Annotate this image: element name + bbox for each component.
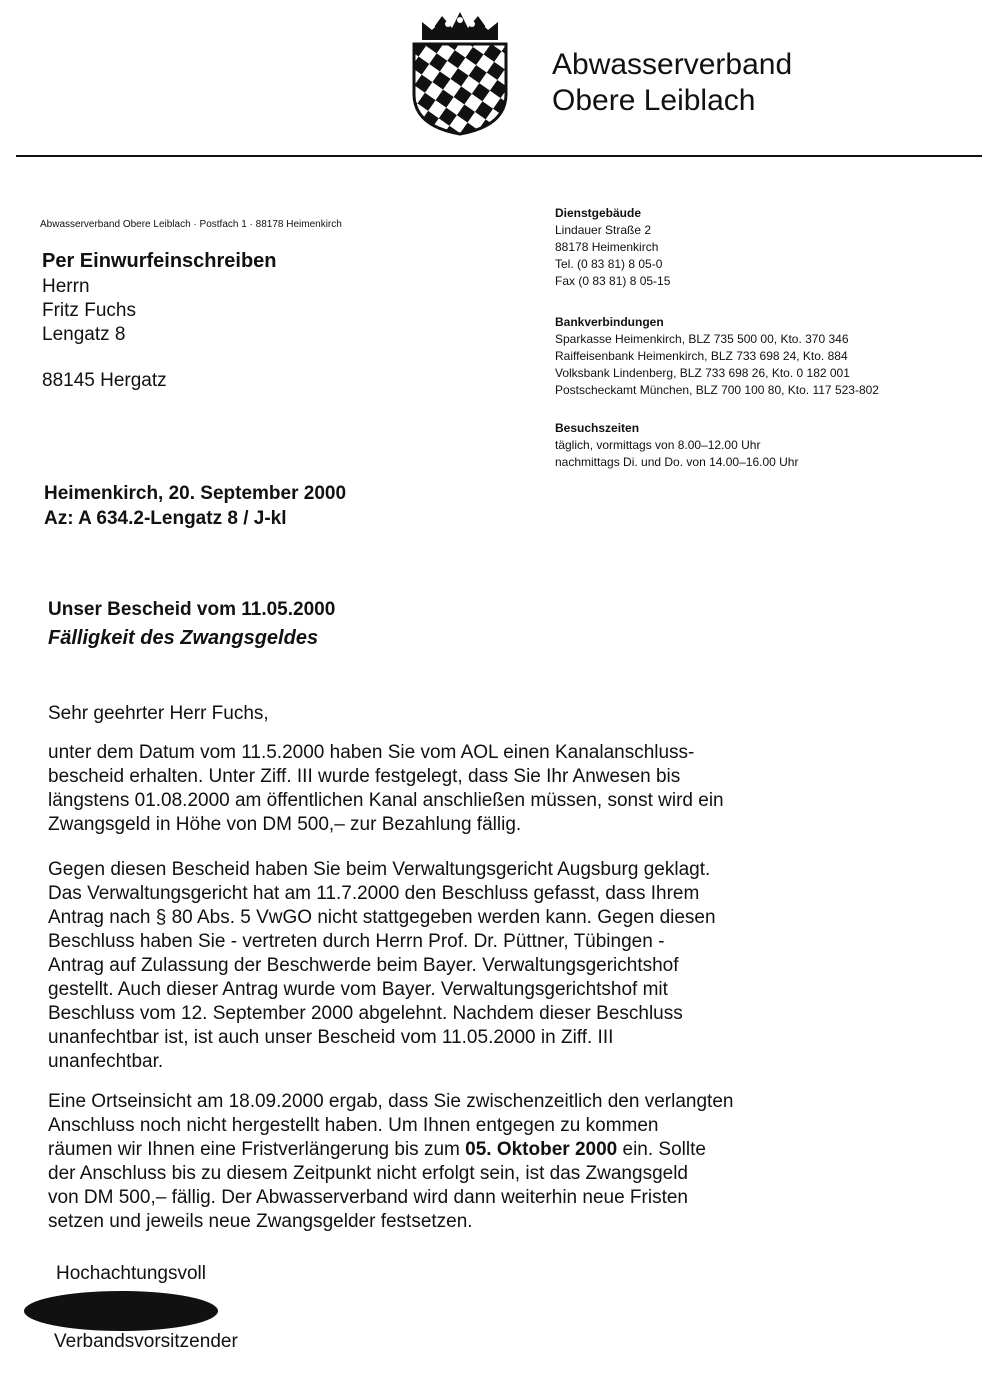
paragraph-line: Das Verwaltungsgericht hat am 11.7.2000 den Beschluss gefasst, dass Ihrem [48,883,700,904]
paragraph-line: setzen und jeweils neue Zwangsgelder festsetzen. [48,1211,473,1232]
letterhead-divider [16,155,982,157]
organization-name-line2: Obere Leiblach [552,84,756,117]
recipient-street: Lengatz 8 [42,324,126,345]
visiting-hours-line: nachmittags Di. und Do. von 14.00–16.00 Uhr [555,455,799,469]
recipient-name: Fritz Fuchs [42,300,136,321]
sender-return-line: Abwasserverband Obere Leiblach · Postfach 1 · 88178 Heimenkirch [40,219,342,230]
paragraph-line: Anschluss noch nicht hergestellt haben. Um Ihnen entgegen zu kommen [48,1115,659,1136]
recipient-city: 88145 Hergatz [42,370,167,391]
bank-line: Volksbank Lindenberg, BLZ 733 698 26, Kto. 0 182 001 [555,366,850,380]
paragraph-text: räumen wir Ihnen eine Fristverlängerung bis zum [48,1139,466,1160]
paragraph-line: Zwangsgeld in Höhe von DM 500,– zur Bezahlung fällig. [48,814,522,835]
office-line: Fax (0 83 81) 8 05-15 [555,274,671,288]
organization-name-line1: Abwasserverband [552,48,793,81]
paragraph-line: von DM 500,– fällig. Der Abwasserverband wird dann weiterhin neue Fristen [48,1187,688,1208]
letter-salutation: Sehr geehrter Herr Fuchs, [48,703,269,724]
crown-icon [422,12,498,40]
office-line: Tel. (0 83 81) 8 05-0 [555,257,663,271]
subject-line: Unser Bescheid vom 11.05.2000 [48,599,336,620]
subject-topic: Fälligkeit des Zwangsgeldes [48,627,319,649]
paragraph-text: ein. Sollte [617,1139,706,1160]
delivery-method: Per Einwurfeinschreiben [42,250,277,272]
paragraph-line [48,1138,870,1162]
closing-phrase: Hochachtungsvoll [56,1263,206,1284]
letter-date: Heimenkirch, 20. September 2000 [44,483,347,504]
paragraph-line: der Anschluss bis zu diesem Zeitpunkt nicht erfolgt sein, ist das Zwangsgeld [48,1163,688,1184]
paragraph-line: gestellt. Auch dieser Antrag wurde vom Bayer. Verwaltungsgerichtshof mit [48,979,668,1000]
bank-line: Sparkasse Heimenkirch, BLZ 735 500 00, Kto. 370 346 [555,332,849,346]
signer-title: Verbandsvorsitzender [54,1331,238,1352]
office-heading: Dienstgebäude [555,206,642,220]
paragraph-line: Gegen diesen Bescheid haben Sie beim Verwaltungsgericht Augsburg geklagt. [48,859,711,880]
visiting-hours-heading: Besuchszeiten [555,421,640,435]
office-info-block [555,205,670,290]
body-paragraph-1 [48,741,870,837]
paragraph-line: längstens 01.08.2000 am öffentlichen Kanal anschließen müssen, sonst wird ein [48,790,724,811]
paragraph-line: Beschluss haben Sie - vertreten durch Herrn Prof. Dr. Püttner, Tübingen - [48,931,665,952]
paragraph-line: unter dem Datum vom 11.5.2000 haben Sie vom AOL einen Kanalanschluss- [48,742,695,763]
deadline-date: 05. Oktober 2000 [465,1139,618,1160]
visiting-hours-block [555,420,798,471]
office-line: 88178 Heimenkirch [555,240,659,254]
reference-number: Az: A 634.2-Lengatz 8 / J-kl [44,508,287,529]
bank-line: Postscheckamt München, BLZ 700 100 80, Kto. 117 523-802 [555,383,879,397]
paragraph-line: Antrag nach § 80 Abs. 5 VwGO nicht stattgegeben werden kann. Gegen diesen [48,907,716,928]
coat-of-arms-icon [408,8,512,136]
signer-initial: J [52,1310,61,1329]
paragraph-line: Eine Ortseinsicht am 18.09.2000 ergab, dass Sie zwischenzeitlich den verlangten [48,1091,734,1112]
bank-heading: Bankverbindungen [555,315,664,329]
paragraph-line: Beschluss vom 12. September 2000 abgelehnt. Nachdem dieser Beschluss [48,1003,683,1024]
paragraph-line: Antrag auf Zulassung der Beschwerde beim Bayer. Verwaltungsgerichtshof [48,955,679,976]
body-paragraph-3 [48,1090,870,1234]
bank-info-block [555,314,879,399]
paragraph-line: bescheid erhalten. Unter Ziff. III wurde festgelegt, dass Sie Ihr Anwesen bis [48,766,681,787]
recipient-salutation: Herrn [42,276,90,297]
paragraph-line: unanfechtbar. [48,1051,164,1072]
bank-line: Raiffeisenbank Heimenkirch, BLZ 733 698 24, Kto. 884 [555,349,848,363]
paragraph-line: unanfechtbar ist, ist auch unser Bescheid vom 11.05.2000 in Ziff. III [48,1027,614,1048]
visiting-hours-line: täglich, vormittags von 8.00–12.00 Uhr [555,438,761,452]
body-paragraph-2 [48,858,870,1074]
office-line: Lindauer Straße 2 [555,223,652,237]
